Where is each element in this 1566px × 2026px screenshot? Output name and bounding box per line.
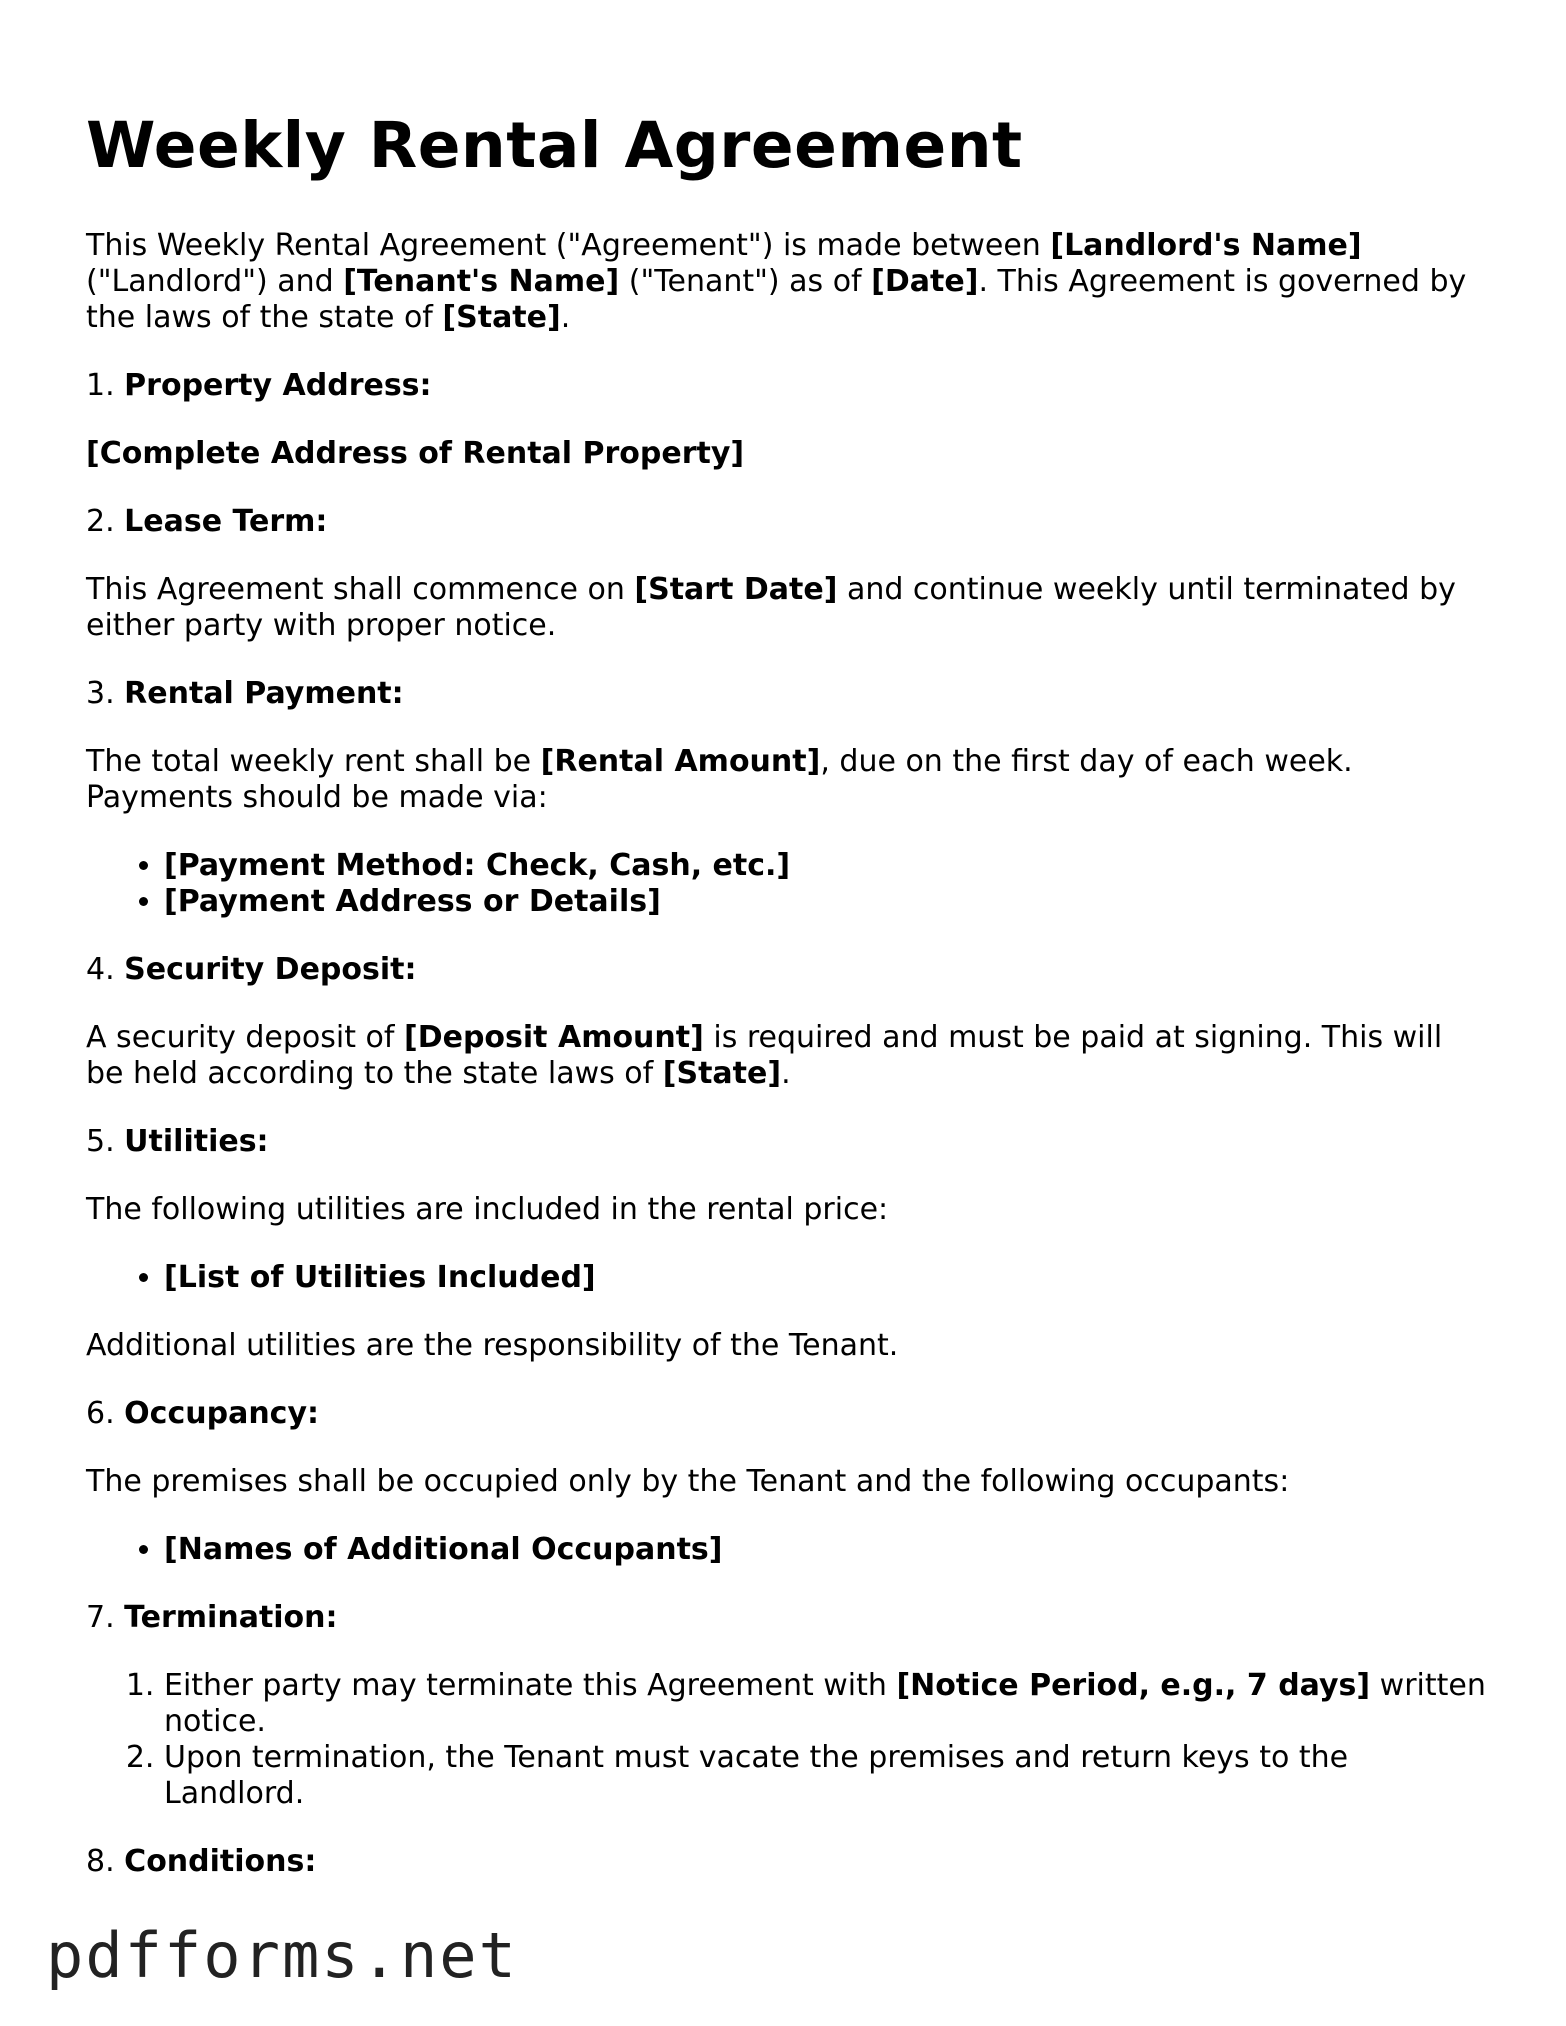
- section-5-heading: 5. Utilities:: [86, 1124, 269, 1159]
- occupants-list: [86, 1532, 1486, 1568]
- termination-list: [86, 1668, 1486, 1812]
- document-title: Weekly Rental Agreement: [86, 109, 1023, 182]
- start-date-placeholder: [Start Date]: [634, 572, 838, 607]
- rental-amount-placeholder: [Rental Amount]: [540, 744, 821, 779]
- utilities-note: Additional utilities are the responsibility of the Tenant.: [86, 1328, 899, 1363]
- notice-period-placeholder: [Notice Period, e.g., 7 days]: [896, 1668, 1371, 1703]
- list-item: • [Payment Method: Check, Cash, etc.]: [164, 848, 1486, 884]
- lease-term-paragraph: This Agreement shall commence on [Start Date] and continue weekly until terminated by either party with proper notice.: [86, 572, 1456, 643]
- section-4-heading: 4. Security Deposit:: [86, 952, 417, 987]
- section-3-heading: 3. Rental Payment:: [86, 676, 404, 711]
- intro-text: ("Tenant") as of: [619, 264, 872, 299]
- landlord-name-placeholder: [Landlord's Name]: [1050, 228, 1362, 263]
- tenant-name-placeholder: [Tenant's Name]: [343, 264, 620, 299]
- date-placeholder: [Date]: [871, 264, 979, 299]
- intro-text: This Weekly Rental Agreement ("Agreement") is made between: [86, 228, 1051, 263]
- occupancy-paragraph: The premises shall be occupied only by the Tenant and the following occupants:: [86, 1464, 1290, 1499]
- intro-paragraph: [86, 228, 1486, 336]
- list-item: • [Payment Address or Details]: [164, 884, 1486, 920]
- intro-text: ("Landlord") and: [86, 264, 344, 299]
- utilities-paragraph: The following utilities are included in the rental price:: [86, 1192, 889, 1227]
- list-item: 2. Upon termination, the Tenant must vacate the premises and return keys to the Landlord.: [164, 1740, 1486, 1812]
- deposit-amount-placeholder: [Deposit Amount]: [404, 1020, 704, 1055]
- utilities-list: [86, 1260, 1486, 1296]
- state-placeholder: [State]: [662, 1056, 782, 1091]
- section-7-heading: 7. Termination:: [86, 1600, 338, 1635]
- security-deposit-paragraph: A security deposit of [Deposit Amount] is required and must be paid at signing. This will be held according to the state laws of [State].: [86, 1020, 1443, 1091]
- list-item: • [Names of Additional Occupants]: [164, 1532, 1486, 1568]
- section-6-heading: 6. Occupancy:: [86, 1396, 320, 1431]
- state-placeholder: [State]: [442, 300, 561, 335]
- property-address-placeholder: [Complete Address of Rental Property]: [86, 436, 745, 471]
- rental-payment-paragraph: The total weekly rent shall be [Rental Amount], due on the first day of each week. Payments should be made via:: [86, 744, 1353, 815]
- section-8-heading: 8. Conditions:: [86, 1844, 317, 1879]
- list-item: 1. Either party may terminate this Agreement with [Notice Period, e.g., 7 days] written notice.: [164, 1668, 1486, 1740]
- section-2-heading: 2. Lease Term:: [86, 504, 328, 539]
- list-item: • [List of Utilities Included]: [164, 1260, 1486, 1296]
- document-page: [86, 0, 1486, 1880]
- payment-method-list: [86, 848, 1486, 920]
- section-1-heading: 1. Property Address:: [86, 368, 432, 403]
- watermark: pdfforms.net: [46, 1919, 518, 1992]
- intro-text: . This Agreement is governed by the laws of the state of: [86, 264, 1467, 335]
- intro-text: .: [560, 300, 571, 335]
